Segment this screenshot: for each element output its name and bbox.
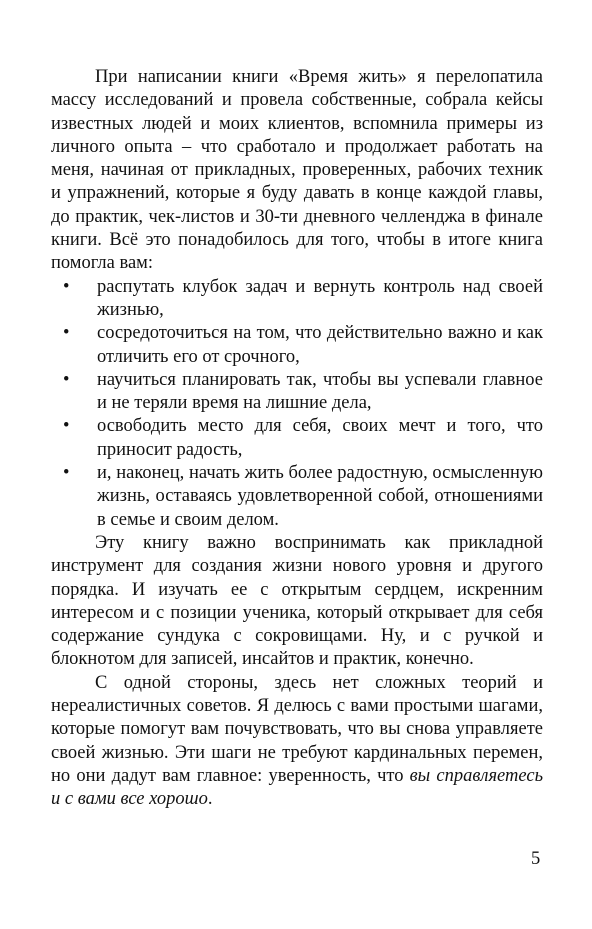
bullet-item [51,276,543,323]
bullet-icon: • [63,369,70,390]
bullet-text: распутать клубок задач и вернуть контроль над своей жизнью, [97,276,543,320]
bullet-item [51,369,543,416]
page-text [51,66,543,812]
paragraph-text: С одной стороны, здесь нет сложных теорий и нереалистичных советов. Я делюсь с вами простыми шагами, которые помогут вам почувствовать, что вы снова управляете своей жизнью. Эти шаги не требуют кардинальных перемен, но они дадут вам главное: уверенность, что [51,672,543,786]
paragraph-end: . [207,789,213,810]
bullet-item [51,415,543,462]
page-number: 5 [531,849,541,869]
bullet-item [51,462,543,532]
bullet-icon: • [63,463,70,484]
paragraph-intro: При написании книги «Время жить» я перелопатила массу исследований и провела собственные, собрала кейсы известных людей и моих клиентов, вспомнила примеры из личного опыта – что сработало и продолжает работать на меня, начиная от прикладных, проверенных, рабочих техник и упражнений, которые я буду давать в конце каждой главы, до практик, чек-листов и 30-ти дневного челленджа в финале книги. Всё это понадобилось для того, чтобы в итоге книга помогла вам: [51,67,543,274]
paragraph-simple-steps [51,672,543,812]
bullet-icon: • [63,416,70,437]
bullet-icon: • [63,276,70,297]
paragraph-tool: Эту книгу важно воспринимать как прикладной инструмент для создания жизни нового уровня и другого порядка. И изучать ее с открытым сердцем, искренним интересом и с позиции ученика, который открывает для себя содержание сундука с сокровищами. Ну, и с ручкой и блокнотом для записей, инсайтов и практик, конечно. [51,532,543,670]
bullet-text: освободить место для себя, своих мечт и того, что приносит радость, [97,416,543,460]
bullet-icon: • [63,323,70,344]
bullet-text: научиться планировать так, чтобы вы успевали главное и не теряли время на лишние дела, [97,369,543,414]
bullet-item [51,322,543,369]
bullet-list [51,276,543,532]
bullet-text: и, наконец, начать жить более радостную, осмысленную жизнь, оставаясь удовлетворенной собой, отношениями в семье и своим делом. [97,463,543,530]
bullet-text: сосредоточиться на том, что действительно важно и как отличить его от срочного, [97,323,543,367]
italic-phrase: вы справляетесь и с вами все хорошо [51,765,543,810]
